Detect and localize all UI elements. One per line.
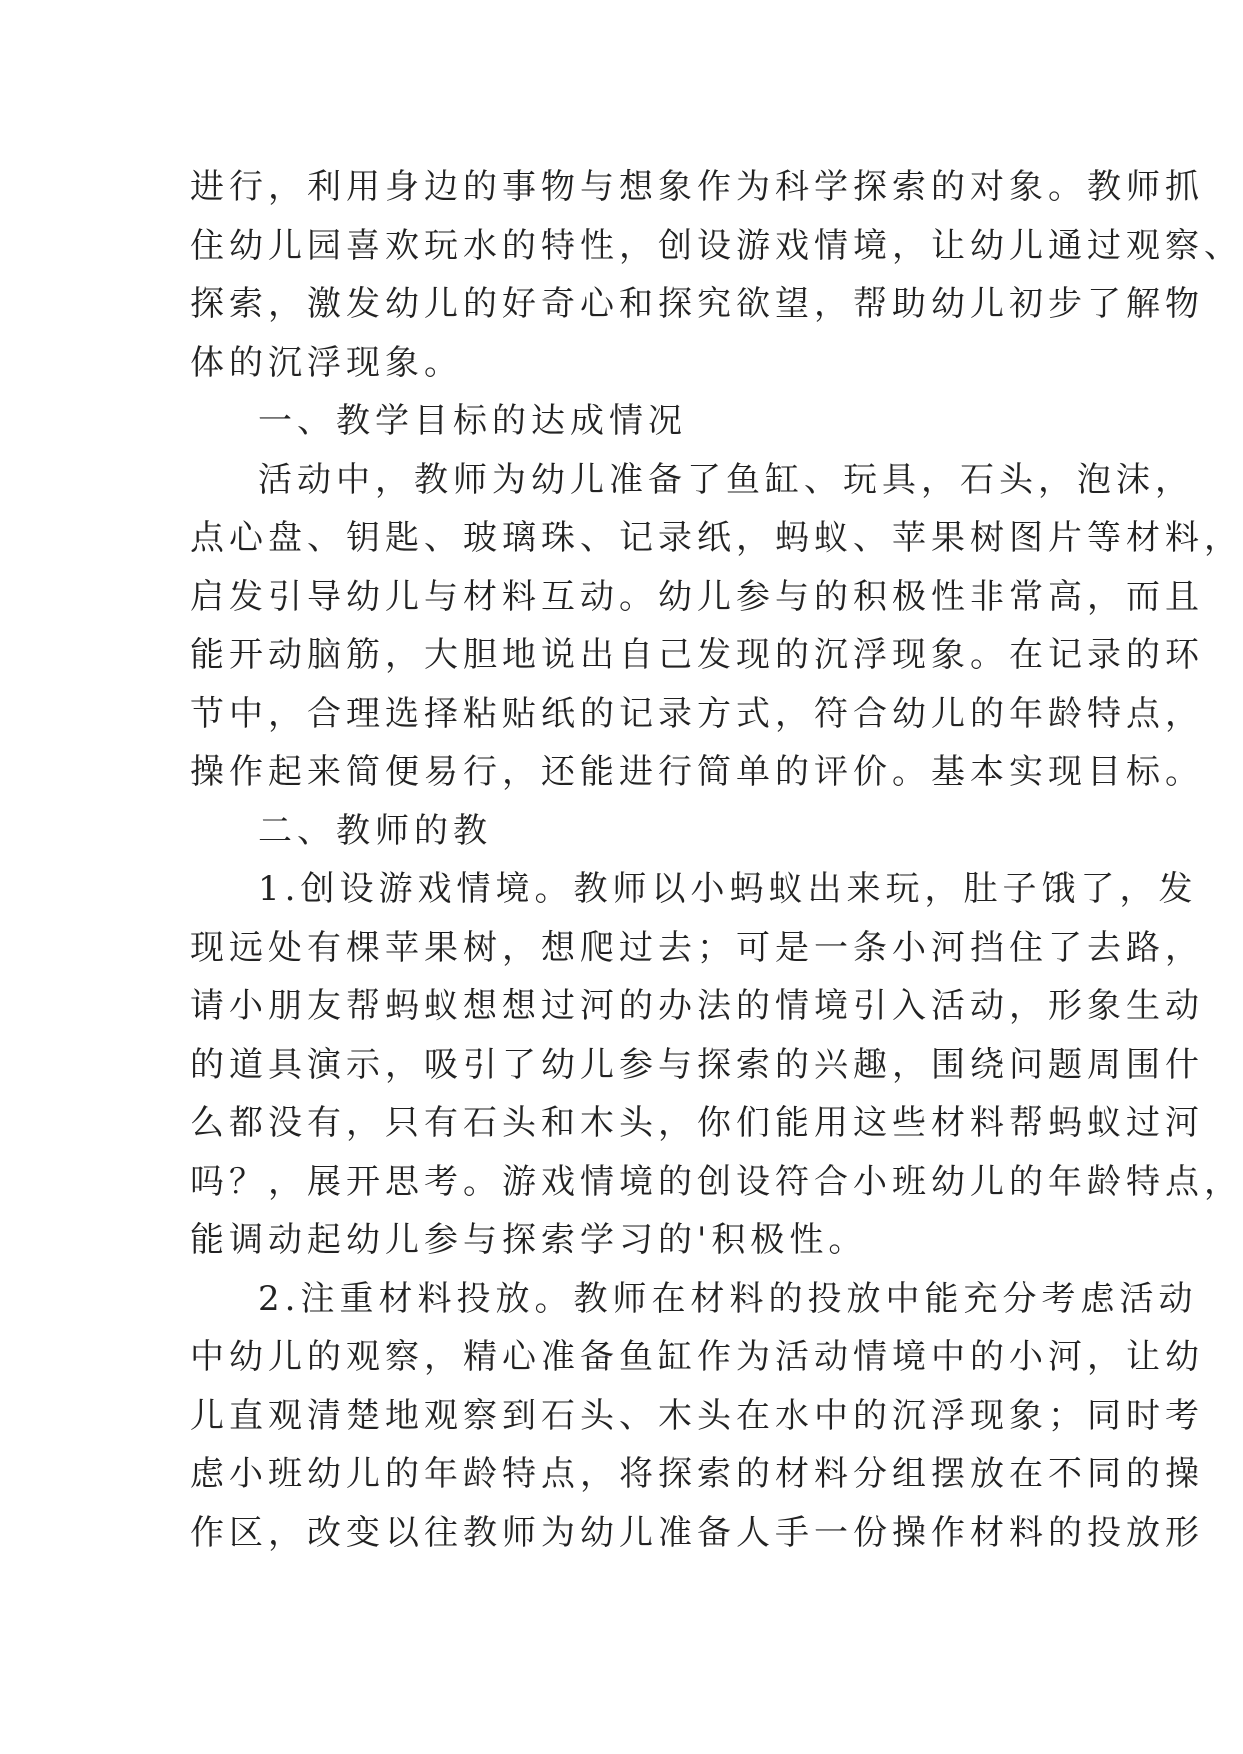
text-line: 作区，改变以往教师为幼儿准备人手一份操作材料的投放形 [190, 1512, 1204, 1553]
paragraph-start: 1.创设游戏情境。教师以小蚂蚁出来玩，肚子饿了，发 [258, 869, 1198, 909]
text-line: 儿直观清楚地观察到石头、木头在水中的沉浮现象；同时考 [190, 1395, 1204, 1436]
paragraph-start: 2.注重材料投放。教师在材料的投放中能充分考虑活动 [258, 1278, 1198, 1319]
text-line: 虑小班幼儿的年龄特点，将探索的材料分组摆放在不同的操 [190, 1454, 1204, 1494]
text-line: 能调动起幼儿参与探索学习的'积极性。 [190, 1220, 868, 1260]
section-heading: 二、教师的教 [258, 810, 492, 851]
section-heading: 一、教学目标的达成情况 [258, 401, 687, 441]
text-line: 现远处有棵苹果树，想爬过去；可是一条小河挡住了去路， [190, 927, 1204, 968]
text-line: 么都没有，只有石头和木头，你们能用这些材料帮蚂蚁过河 [190, 1103, 1204, 1143]
text-line: 节中，合理选择粘贴纸的记录方式，符合幼儿的年龄特点， [190, 693, 1204, 734]
text-line: 吗？，展开思考。游戏情境的创设符合小班幼儿的年龄特点， [190, 1161, 1243, 1202]
text-line: 点心盘、钥匙、玻璃珠、记录纸，蚂蚁、苹果树图片等材料， [190, 518, 1243, 558]
text-line: 请小朋友帮蚂蚁想想过河的办法的情境引入活动，形象生动 [190, 986, 1204, 1026]
paragraph-start: 活动中，教师为幼儿准备了鱼缸、玩具，石头，泡沫， [258, 459, 1194, 500]
text-line: 中幼儿的观察，精心准备鱼缸作为活动情境中的小河，让幼 [190, 1337, 1204, 1377]
text-line: 住幼儿园喜欢玩水的特性，创设游戏情境，让幼儿通过观察、 [190, 225, 1243, 266]
text-line: 探索，激发幼儿的好奇心和探究欲望，帮助幼儿初步了解物 [190, 284, 1204, 324]
document-body [190, 158, 1243, 1562]
text-line: 体的沉浮现象。 [190, 342, 463, 383]
text-line: 的道具演示，吸引了幼儿参与探索的兴趣，围绕问题周围什 [190, 1044, 1204, 1085]
text-line: 操作起来简便易行，还能进行简单的评价。基本实现目标。 [190, 752, 1204, 792]
text-line: 进行，利用身边的事物与想象作为科学探索的对象。教师抓 [190, 167, 1204, 207]
text-line: 启发引导幼儿与材料互动。幼儿参与的积极性非常高，而且 [190, 576, 1204, 617]
text-line: 能开动脑筋，大胆地说出自己发现的沉浮现象。在记录的环 [190, 635, 1204, 675]
